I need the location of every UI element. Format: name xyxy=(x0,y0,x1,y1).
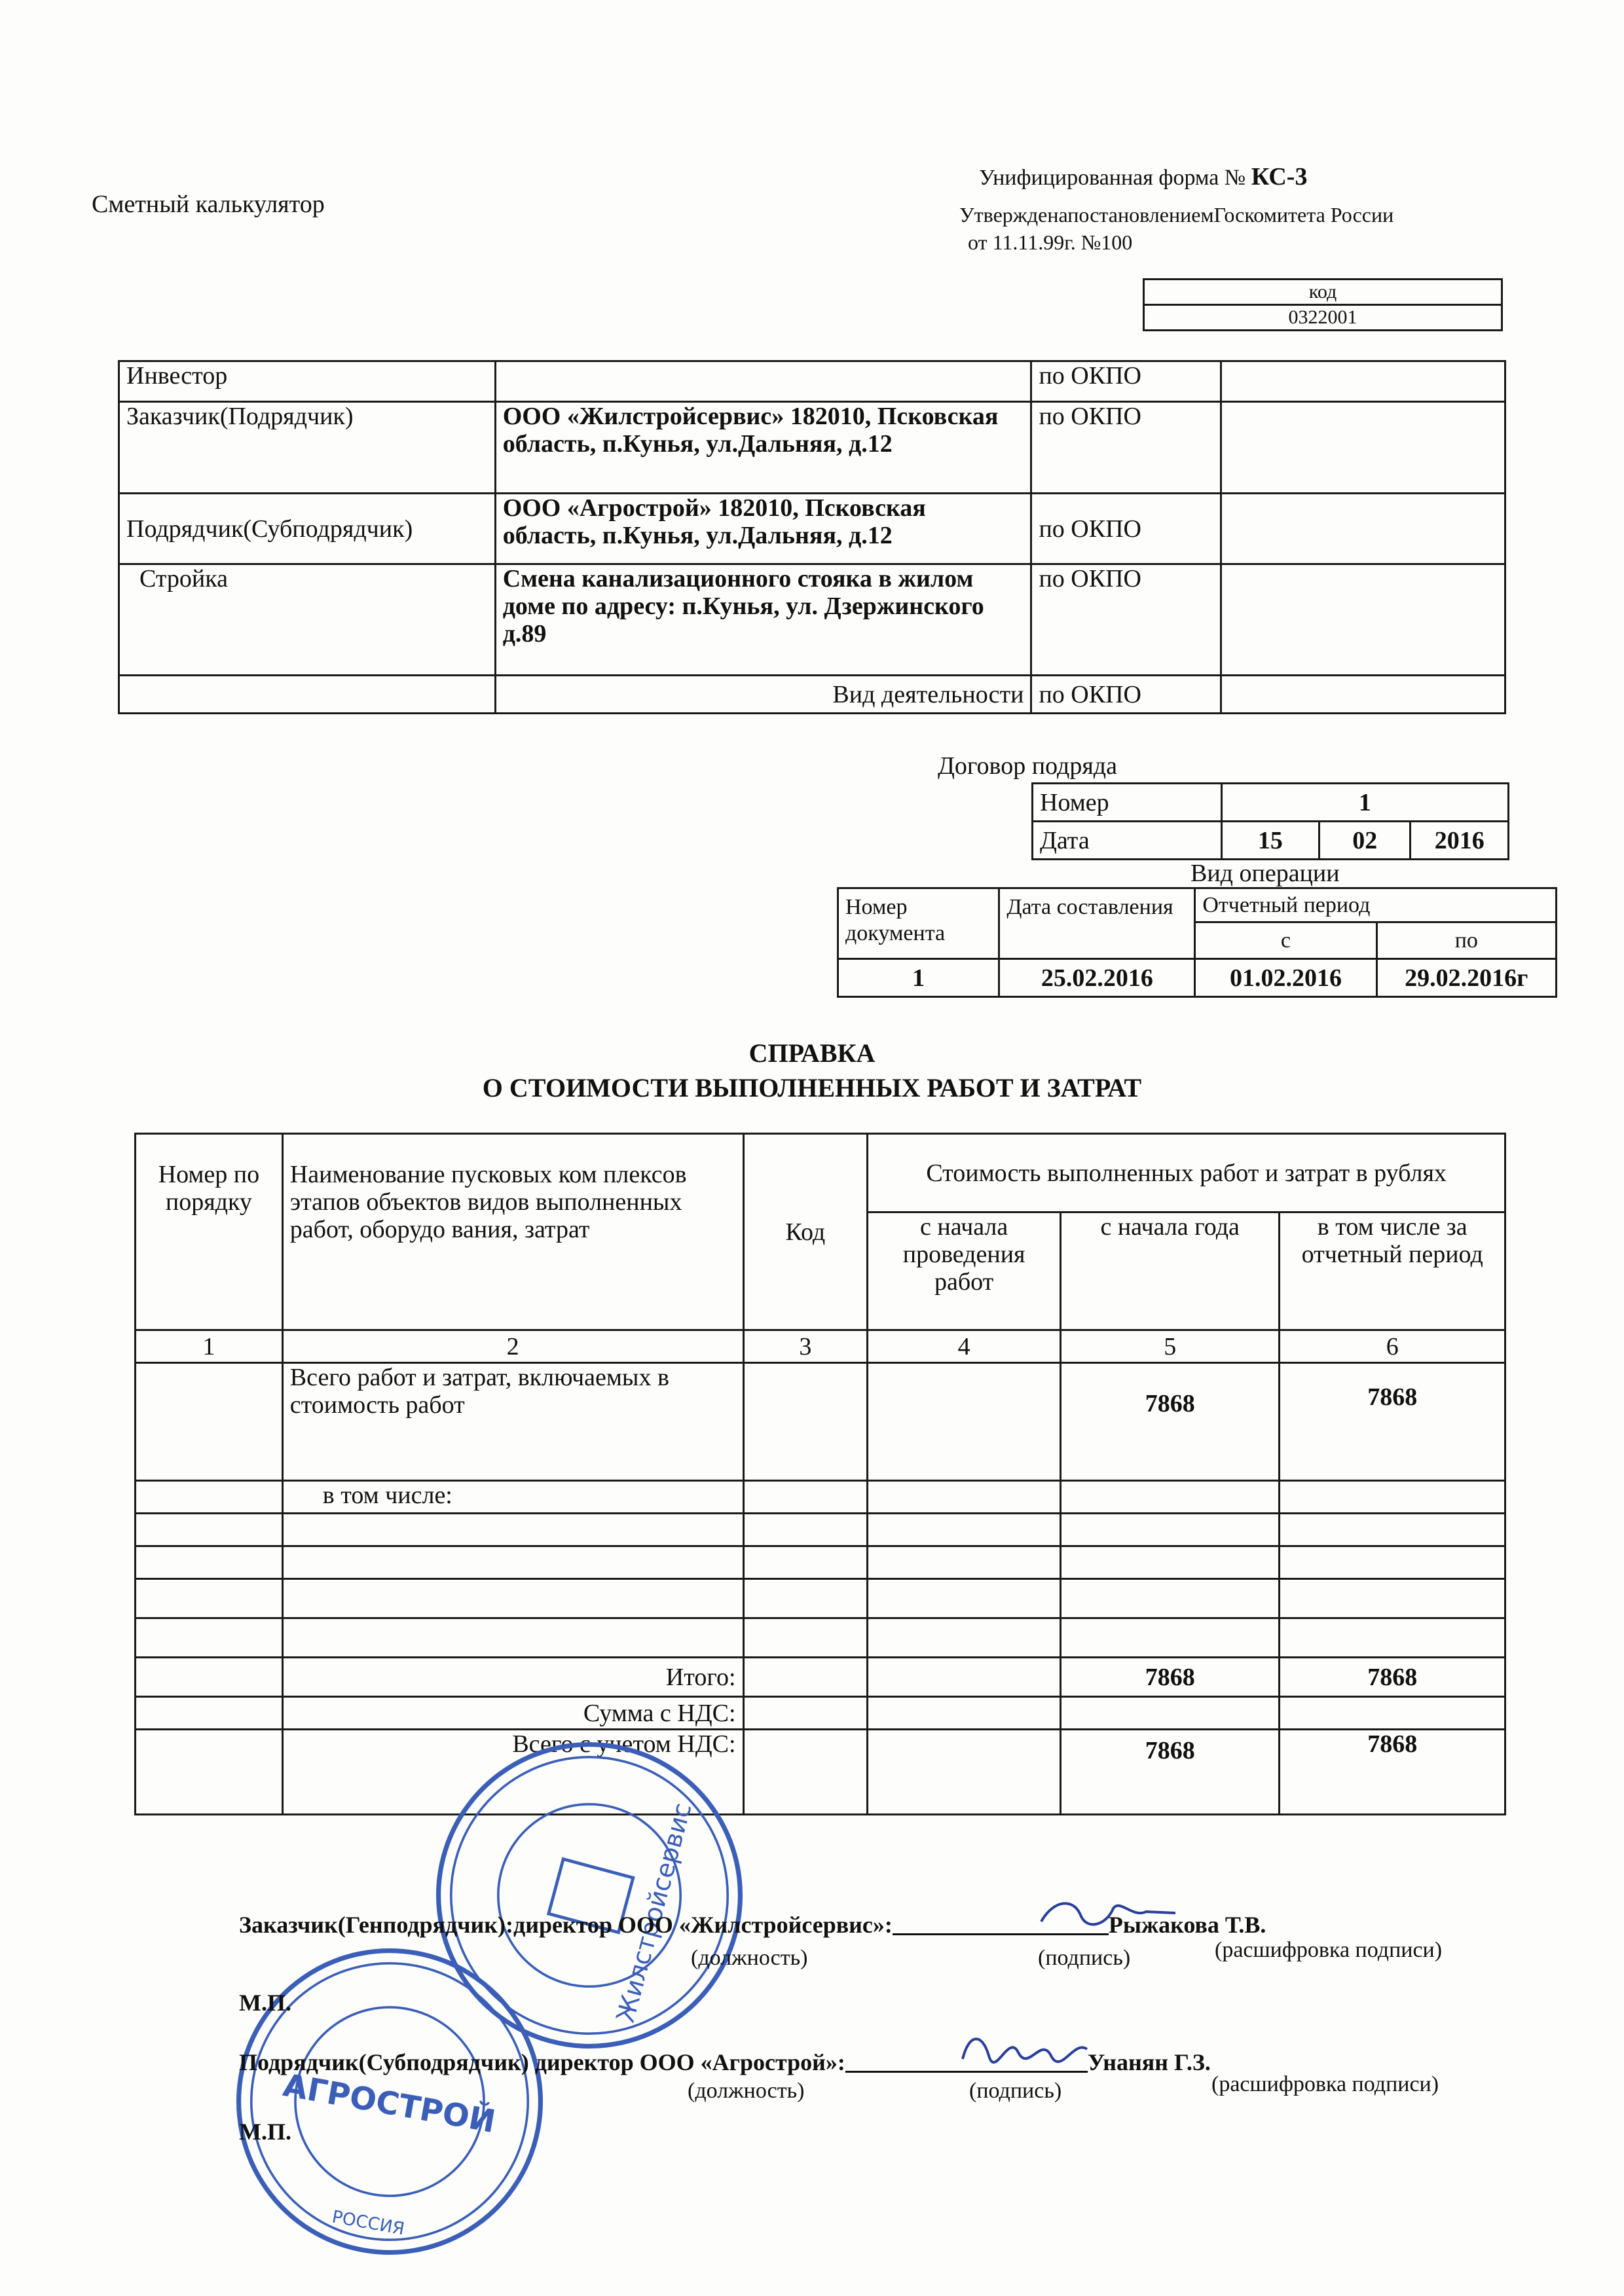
h-period: в том числе за отчетный период xyxy=(1280,1212,1505,1330)
investor-value xyxy=(495,361,1031,402)
doc-to: 29.02.2016г xyxy=(1376,959,1556,997)
contractor-line: Подрядчик(Субподрядчик) директор ООО «Агрострой»: xyxy=(239,2049,845,2075)
empty-row-cell xyxy=(1061,1618,1280,1658)
col-num-3: 3 xyxy=(743,1330,868,1363)
row-vat-num xyxy=(136,1697,283,1730)
col-num-4: 4 xyxy=(868,1330,1061,1363)
customer-name: Рыжакова Т.В. xyxy=(1108,1912,1266,1938)
contract-month: 02 xyxy=(1320,822,1411,860)
empty-row-cell xyxy=(743,1546,868,1579)
contractor-mp: М.П. xyxy=(239,2119,291,2145)
contract-number-value: 1 xyxy=(1221,784,1508,822)
customer-signature-hint: (подпись) xyxy=(1038,1946,1131,1970)
title-line2: О СТОИМОСТИ ВЫПОЛНЕННЫХ РАБОТ И ЗАТРАТ xyxy=(482,1073,1142,1102)
row-totalvat-period: 7868 xyxy=(1280,1730,1505,1815)
doc-h-date: Дата составления xyxy=(999,888,1195,959)
empty-row-cell xyxy=(868,1618,1061,1658)
doc-h-number: Номер документа xyxy=(838,888,999,959)
left-title: Сметный калькулятор xyxy=(92,191,325,218)
row-itogo-num xyxy=(136,1658,283,1697)
code-box xyxy=(1143,278,1503,331)
empty-row-cell xyxy=(1280,1579,1505,1618)
row-vat-c4 xyxy=(868,1697,1061,1730)
row-vat-c6 xyxy=(1280,1697,1505,1730)
activity-okpo-label: по ОКПО xyxy=(1031,676,1221,714)
row-total-label: Всего работ и затрат, включаемых в стоимость работ xyxy=(282,1363,743,1481)
row-incl-c4 xyxy=(868,1481,1061,1514)
row-total-period: 7868 xyxy=(1280,1363,1505,1481)
contract-date-label: Дата xyxy=(1033,822,1222,860)
customer-value: ООО «Жилстройсервис» 182010, Псковская область, п.Кунья, ул.Дальняя, д.12 xyxy=(495,402,1031,494)
row-itogo-label: Итого: xyxy=(282,1658,743,1697)
h-from-start: с начала проведения работ xyxy=(868,1212,1061,1330)
contractor-position-hint: (должность) xyxy=(688,2079,805,2103)
activity-okpo-value xyxy=(1221,676,1505,714)
empty-row-cell xyxy=(1061,1579,1280,1618)
row-vat-c5 xyxy=(1061,1697,1280,1730)
form-line-text: Унифицированная форма № xyxy=(979,166,1246,190)
h-cost: Стоимость выполненных работ и затрат в рублях xyxy=(868,1134,1505,1212)
operation-label: Вид операции xyxy=(1190,860,1340,887)
contractor-signature xyxy=(956,2020,1113,2079)
contractor-label: Подрядчик(Субподрядчик) xyxy=(119,494,496,564)
empty-row-cell xyxy=(1061,1546,1280,1579)
stamp2-svg xyxy=(208,1920,572,2284)
investor-label: Инвестор xyxy=(119,361,496,402)
investor-okpo-value xyxy=(1221,361,1505,402)
h-code: Код xyxy=(743,1134,868,1330)
empty-row-cell xyxy=(136,1546,283,1579)
stamp2-bottom-text: РОССИЯ xyxy=(330,2206,406,2240)
doc-table xyxy=(837,887,1557,998)
site-label: Стройка xyxy=(119,564,496,676)
row-total-start xyxy=(868,1363,1061,1481)
contract-title: Договор подряда xyxy=(938,752,1117,780)
row-incl-c3 xyxy=(743,1481,868,1514)
empty-row-cell xyxy=(136,1514,283,1546)
contract-day: 15 xyxy=(1221,822,1319,860)
row-incl-label: в том числе: xyxy=(282,1481,743,1514)
row-vat-label: Сумма с НДС: xyxy=(282,1697,743,1730)
parties-table xyxy=(118,360,1506,714)
row-totalvat-year: 7868 xyxy=(1061,1730,1280,1815)
main-table xyxy=(134,1133,1506,1815)
form-line xyxy=(979,162,1307,191)
h-num: Номер по порядку xyxy=(136,1134,283,1330)
approved-line1: УтвержденапостановлениемГоскомитета России xyxy=(959,203,1394,227)
row-total-year: 7868 xyxy=(1061,1363,1280,1481)
contractor-decode-hint: (расшифровка подписи) xyxy=(1211,2072,1439,2096)
stamp-agrostroy xyxy=(208,1920,572,2284)
row-incl-c5 xyxy=(1061,1481,1280,1514)
row-itogo-period: 7868 xyxy=(1280,1658,1505,1697)
row-itogo-c4 xyxy=(868,1658,1061,1697)
row-totalvat-label: Всего с учетом НДС: xyxy=(282,1730,743,1815)
customer-label: Заказчик(Подрядчик) xyxy=(119,402,496,494)
empty-row-cell xyxy=(868,1579,1061,1618)
empty-row-cell xyxy=(1280,1546,1505,1579)
h-from-year: с начала года xyxy=(1061,1212,1280,1330)
code-label: код xyxy=(1144,280,1502,305)
customer-signature xyxy=(1035,1892,1185,1938)
col-num-5: 5 xyxy=(1061,1330,1280,1363)
col-num-6: 6 xyxy=(1280,1330,1505,1363)
contractor-okpo-label: по ОКПО xyxy=(1031,494,1221,564)
activity-label: Вид деятельности xyxy=(495,676,1031,714)
doc-number: 1 xyxy=(838,959,999,997)
contractor-value: ООО «Агрострой» 182010, Псковская область, п.Кунья, ул.Дальняя, д.12 xyxy=(495,494,1031,564)
empty-row-cell xyxy=(282,1579,743,1618)
row-total-code xyxy=(743,1363,868,1481)
activity-empty xyxy=(119,676,496,714)
row-itogo-year: 7868 xyxy=(1061,1658,1280,1697)
doc-from: 01.02.2016 xyxy=(1195,959,1376,997)
customer-okpo-value xyxy=(1221,402,1505,494)
customer-decode-hint: (расшифровка подписи) xyxy=(1215,1938,1443,1962)
empty-row-cell xyxy=(1280,1514,1505,1546)
row-total-num xyxy=(136,1363,283,1481)
customer-mp: М.П. xyxy=(239,1990,291,2016)
empty-row-cell xyxy=(1280,1618,1505,1658)
row-incl-num xyxy=(136,1481,283,1514)
empty-row-cell xyxy=(743,1579,868,1618)
doc-h-to: по xyxy=(1376,922,1556,959)
empty-row-cell xyxy=(868,1514,1061,1546)
empty-row-cell xyxy=(136,1579,283,1618)
site-value: Смена канализационного стояка в жилом доме по адресу: п.Кунья, ул. Дзержинского д.89 xyxy=(495,564,1031,676)
site-okpo-label: по ОКПО xyxy=(1031,564,1221,676)
doc-date: 25.02.2016 xyxy=(999,959,1195,997)
empty-row-cell xyxy=(743,1514,868,1546)
stamp1-center-text: Жилстройсервис xyxy=(610,1800,698,2026)
h-name: Наименование пусковых ком плексов этапов объектов видов выполненных работ, оборудо вания, затрат xyxy=(282,1134,743,1330)
site-okpo-value xyxy=(1221,564,1505,676)
col-num-1: 1 xyxy=(136,1330,283,1363)
empty-row-cell xyxy=(743,1618,868,1658)
contractor-name: Унанян Г.З. xyxy=(1087,2049,1211,2075)
investor-okpo-label: по ОКПО xyxy=(1031,361,1221,402)
doc-h-from: с xyxy=(1195,922,1376,959)
empty-row-cell xyxy=(282,1514,743,1546)
contract-number-label: Номер xyxy=(1033,784,1222,822)
empty-row-cell xyxy=(282,1618,743,1658)
title-line1: СПРАВКА xyxy=(748,1038,876,1068)
empty-row-cell xyxy=(868,1546,1061,1579)
contract-table xyxy=(1031,782,1509,860)
customer-position-hint: (должность) xyxy=(691,1946,808,1970)
customer-line: Заказчик(Генподрядчик):директор ООО «Жилстройсервис»: xyxy=(239,1912,893,1938)
contractor-okpo-value xyxy=(1221,494,1505,564)
row-vat-c3 xyxy=(743,1697,868,1730)
code-value: 0322001 xyxy=(1144,305,1502,331)
empty-row-cell xyxy=(282,1546,743,1579)
empty-row-cell xyxy=(1061,1514,1280,1546)
row-totalvat-num xyxy=(136,1730,283,1815)
customer-okpo-label: по ОКПО xyxy=(1031,402,1221,494)
doc-h-period: Отчетный период xyxy=(1195,888,1557,922)
approved-line2: от 11.11.99г. №100 xyxy=(968,230,1133,254)
empty-row-cell xyxy=(136,1618,283,1658)
row-totalvat-c4 xyxy=(868,1730,1061,1815)
col-num-2: 2 xyxy=(282,1330,743,1363)
form-code: КС-3 xyxy=(1251,163,1308,191)
contract-year: 2016 xyxy=(1411,822,1509,860)
row-incl-c6 xyxy=(1280,1481,1505,1514)
stamp2-center-text: АГРОСТРОЙ xyxy=(280,2067,498,2141)
contractor-signature-hint: (подпись) xyxy=(969,2079,1062,2103)
row-itogo-c3 xyxy=(743,1658,868,1697)
